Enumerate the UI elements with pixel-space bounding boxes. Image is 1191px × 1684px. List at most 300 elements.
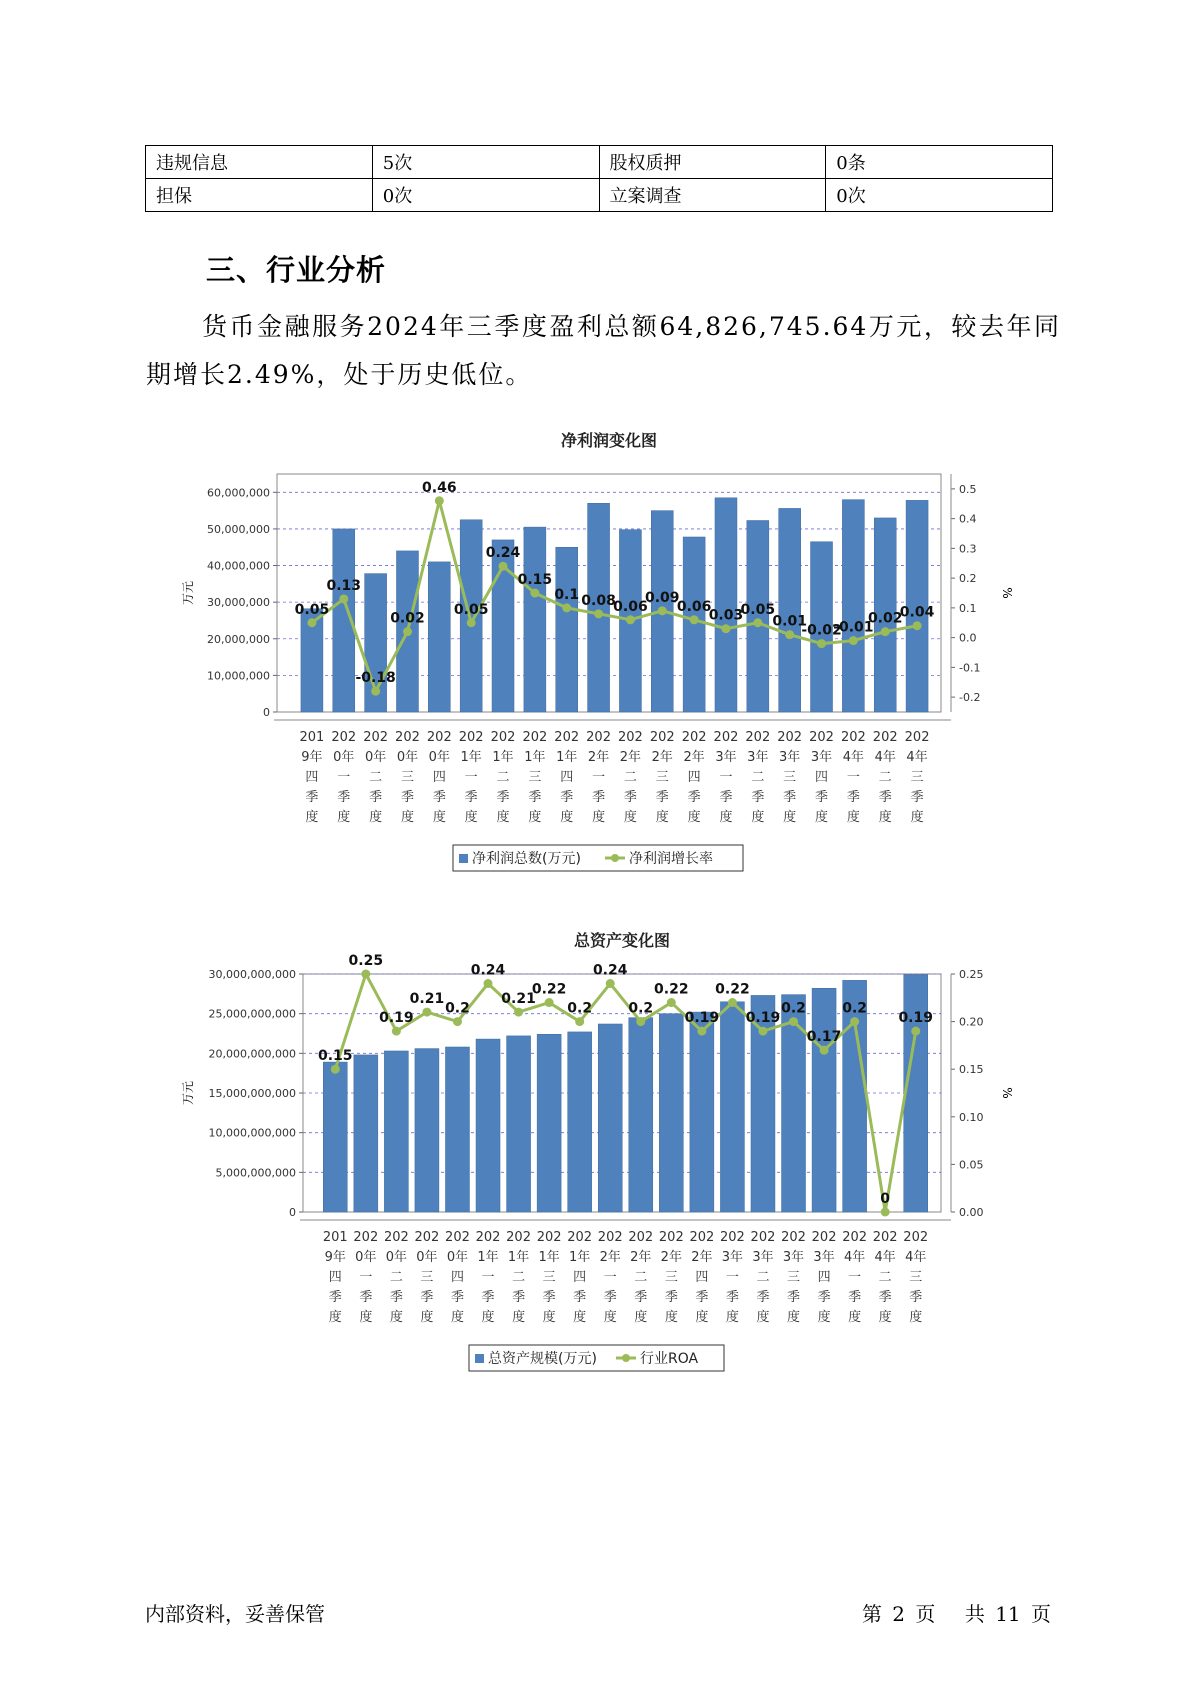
line-point [606, 979, 615, 988]
table-cell: 立案调查 [599, 179, 826, 212]
x-tick-label: 四 [695, 1270, 709, 1285]
x-tick-label: 季 [655, 790, 669, 805]
x-tick-label: 季 [719, 790, 733, 805]
x-tick-label: 季 [783, 790, 797, 805]
x-tick-label: 度 [623, 810, 637, 825]
bar [842, 500, 864, 712]
legend-line-marker [622, 1354, 630, 1362]
x-tick-label: 1年 [460, 750, 482, 765]
line-point [721, 624, 730, 633]
x-tick-label: 4年 [906, 750, 928, 765]
x-tick-label: 202 [649, 730, 675, 745]
x-tick-label: 度 [450, 1310, 464, 1325]
x-tick-label: 3年 [752, 1250, 774, 1265]
x-tick-label: 202 [445, 1230, 470, 1245]
x-tick-label: 0年 [416, 1250, 438, 1265]
bar [507, 1036, 531, 1212]
x-tick-label: 1年 [556, 750, 578, 765]
page-current: 2 [892, 1602, 906, 1626]
x-tick-label: 202 [809, 730, 834, 745]
page-total: 11 [995, 1602, 1021, 1626]
x-tick-label: 季 [695, 1290, 709, 1305]
x-tick-label: 2年 [630, 1250, 652, 1265]
x-tick-label: 202 [903, 1230, 929, 1245]
x-tick-label: 3年 [715, 750, 737, 765]
x-tick-label: 202 [458, 730, 484, 745]
x-tick-label: 202 [353, 1230, 379, 1245]
x-tick-label: 1年 [524, 750, 546, 765]
x-tick-label: 季 [664, 1290, 678, 1305]
legend-line-label: 净利润增长率 [629, 851, 713, 867]
data-label: 0.05 [453, 601, 489, 618]
bar [782, 995, 806, 1212]
chart-svg [170, 425, 1030, 875]
x-tick-label: 度 [542, 1310, 556, 1325]
bar [445, 1047, 469, 1212]
line-point [658, 606, 667, 615]
bar [537, 1034, 561, 1212]
data-label: 0.22 [531, 981, 567, 998]
y-tick-label: 20,000,000,000 [208, 1047, 296, 1061]
y2-tick-label: 0.3 [959, 542, 977, 556]
x-tick-label: 202 [781, 1230, 806, 1245]
line-point [514, 1008, 523, 1017]
x-tick-label: 季 [634, 1290, 648, 1305]
table-cell: 0次 [372, 179, 599, 212]
line-point [849, 636, 858, 645]
total-unit: 页 [1031, 1602, 1051, 1626]
x-tick-label: 9年 [301, 750, 323, 765]
x-tick-label: 202 [745, 730, 771, 745]
legend-line-marker [611, 854, 619, 862]
x-tick-label: 度 [846, 810, 860, 825]
page-unit: 页 [915, 1602, 936, 1626]
table-row [146, 146, 1053, 179]
line-point [307, 618, 316, 627]
line-point [530, 589, 539, 598]
x-tick-label: 四 [305, 770, 319, 785]
y2-axis-label: % [1000, 1087, 1014, 1099]
x-tick-label: 季 [725, 1290, 739, 1305]
bar [428, 562, 450, 712]
data-label: 0.24 [470, 962, 506, 979]
line-point [499, 562, 508, 571]
x-tick-label: 季 [496, 790, 510, 805]
legend-line-label: 行业ROA [640, 1351, 699, 1367]
line-point [484, 979, 493, 988]
x-tick-label: 季 [603, 1290, 617, 1305]
x-tick-label: 0年 [428, 750, 450, 765]
x-tick-label: 二 [389, 1270, 403, 1285]
y-tick-label: 15,000,000,000 [208, 1087, 296, 1100]
x-tick-label: 度 [420, 1310, 434, 1325]
data-label: 0.08 [581, 592, 616, 609]
x-tick-label: 度 [634, 1310, 648, 1325]
bar [524, 527, 546, 712]
x-tick-label: 3年 [779, 750, 801, 765]
x-tick-label: 202 [522, 730, 548, 745]
x-tick-label: 4年 [874, 750, 896, 765]
line-point [636, 1017, 645, 1026]
bar [715, 498, 737, 712]
x-tick-label: 度 [815, 810, 829, 825]
x-tick-label: 202 [586, 730, 611, 745]
x-tick-label: 度 [756, 1310, 770, 1325]
x-tick-label: 0年 [333, 750, 355, 765]
x-tick-label: 0年 [364, 750, 387, 765]
x-tick-label: 二 [634, 1270, 648, 1285]
x-tick-label: 202 [811, 1230, 837, 1245]
data-label: 0.09 [645, 589, 680, 606]
x-tick-label: 2年 [651, 750, 673, 765]
x-tick-label: 4年 [843, 1250, 866, 1265]
x-tick-label: 一 [846, 770, 860, 785]
bar [556, 547, 578, 712]
y-tick-label: 0 [263, 706, 270, 719]
bar [629, 1018, 653, 1212]
x-tick-label: 度 [481, 1310, 495, 1325]
risk-info-table [145, 145, 1053, 212]
x-tick-label: 季 [420, 1290, 434, 1305]
data-label: 0.1 [554, 586, 580, 603]
table-cell: 违规信息 [146, 146, 373, 179]
data-label: 0.02 [867, 610, 903, 627]
x-tick-label: 三 [909, 1270, 923, 1285]
data-label: 0.06 [613, 598, 648, 615]
legend-bar-label: 净利润总数(万元) [472, 851, 581, 867]
x-tick-label: 度 [687, 810, 701, 825]
x-tick-label: 度 [848, 1310, 862, 1325]
y2-tick-label: 0.1 [959, 601, 977, 615]
line-point [626, 615, 635, 624]
x-tick-label: 季 [400, 790, 414, 805]
data-label: 0.19 [898, 1010, 933, 1027]
x-tick-label: 202 [536, 1230, 562, 1245]
line-point [371, 687, 380, 696]
x-tick-label: 一 [592, 770, 606, 785]
x-tick-label: 二 [878, 770, 892, 785]
data-label: 0.13 [326, 577, 362, 594]
x-tick-label: 度 [592, 810, 606, 825]
x-tick-label: 202 [720, 1230, 745, 1245]
x-tick-label: 0年 [396, 750, 419, 765]
x-tick-label: 一 [719, 770, 733, 785]
x-tick-label: 季 [573, 1290, 587, 1305]
x-tick-label: 202 [750, 1230, 776, 1245]
y2-tick-label: 0.2 [959, 572, 977, 586]
x-tick-label: 2年 [619, 750, 642, 765]
line-point [392, 1027, 401, 1036]
x-tick-label: 度 [359, 1310, 373, 1325]
y-axis-label: 万元 [181, 1080, 195, 1106]
bar [598, 1024, 622, 1212]
table-row [146, 179, 1053, 212]
x-tick-label: 度 [817, 1310, 831, 1325]
legend-bar-swatch [475, 1354, 484, 1363]
x-tick-label: 季 [359, 1290, 373, 1305]
x-tick-label: 二 [623, 770, 637, 785]
x-tick-label: 度 [878, 810, 892, 825]
line-point [728, 998, 737, 1007]
x-tick-label: 202 [383, 1230, 409, 1245]
x-tick-label: 季 [592, 790, 606, 805]
x-tick-label: 度 [751, 810, 765, 825]
x-tick-label: 3年 [721, 1250, 744, 1265]
x-tick-label: 季 [512, 1290, 526, 1305]
y2-tick-label: 0.00 [959, 1206, 984, 1219]
x-tick-label: 季 [815, 790, 829, 805]
x-tick-label: 度 [512, 1310, 526, 1325]
x-tick-label: 季 [909, 1290, 923, 1305]
x-tick-label: 季 [787, 1290, 801, 1305]
x-tick-label: 0年 [385, 1250, 408, 1265]
x-tick-label: 2年 [691, 1250, 713, 1265]
y-tick-label: 0 [289, 1206, 296, 1219]
data-label: 0.03 [708, 607, 744, 624]
x-tick-label: 202 [628, 1230, 654, 1245]
y2-tick-label: 0.20 [959, 1015, 984, 1029]
x-tick-label: 202 [597, 1230, 623, 1245]
x-tick-label: 季 [560, 790, 574, 805]
x-tick-label: 季 [846, 790, 860, 805]
y-tick-label: 10,000,000 [207, 669, 270, 683]
y-tick-label: 25,000,000,000 [208, 1007, 296, 1021]
data-label: 0.24 [485, 545, 521, 562]
data-label: 0.19 [684, 1010, 720, 1027]
line-point [820, 1046, 829, 1055]
x-tick-label: 2年 [683, 750, 705, 765]
x-tick-label: 202 [777, 730, 803, 745]
x-tick-label: 季 [878, 1290, 892, 1305]
data-label: 0.46 [422, 479, 457, 496]
x-tick-label: 201 [299, 730, 325, 745]
table-cell: 0条 [826, 146, 1053, 179]
x-tick-label: 202 [872, 730, 898, 745]
y-tick-label: 20,000,000 [207, 632, 270, 646]
data-label: 0.22 [654, 981, 689, 998]
bar [415, 1049, 439, 1212]
x-tick-label: 季 [450, 1290, 464, 1305]
bar [384, 1051, 408, 1212]
data-label: 0.05 [740, 601, 776, 618]
y-tick-label: 30,000,000 [207, 596, 270, 610]
y2-tick-label: 0.05 [959, 1158, 984, 1172]
line-point [422, 1008, 431, 1017]
x-tick-label: 4年 [842, 750, 865, 765]
x-tick-label: 季 [756, 1290, 770, 1305]
x-tick-label: 三 [400, 770, 414, 785]
x-tick-label: 度 [400, 810, 414, 825]
x-tick-label: 3年 [810, 750, 833, 765]
page-prefix: 第 [861, 1602, 882, 1626]
y2-tick-label: -0.2 [959, 691, 981, 705]
x-tick-label: 季 [481, 1290, 495, 1305]
x-tick-label: 四 [817, 1270, 831, 1285]
line-point [913, 621, 922, 630]
x-tick-label: 季 [751, 790, 765, 805]
x-tick-label: 季 [389, 1290, 403, 1305]
y2-tick-label: 0.25 [959, 968, 984, 981]
x-tick-label: 1年 [477, 1250, 499, 1265]
y2-tick-label: 0.10 [959, 1110, 984, 1124]
table-cell: 5次 [372, 146, 599, 179]
x-tick-label: 度 [305, 810, 319, 825]
x-tick-label: 季 [369, 790, 383, 805]
y-tick-label: 60,000,000 [207, 486, 270, 500]
x-tick-label: 三 [783, 770, 797, 785]
net-profit-chart [170, 425, 1030, 875]
x-tick-label: 一 [464, 770, 478, 785]
x-tick-label: 一 [337, 770, 351, 785]
x-tick-label: 202 [713, 730, 739, 745]
x-tick-label: 度 [783, 810, 797, 825]
x-tick-label: 4年 [874, 1250, 896, 1265]
x-tick-label: 202 [414, 1230, 440, 1245]
x-tick-label: 季 [910, 790, 924, 805]
x-tick-label: 202 [395, 730, 420, 745]
y2-axis-label: % [1000, 587, 1014, 599]
bar [323, 1062, 347, 1212]
data-label: 0.15 [517, 572, 553, 588]
section-paragraph: 货币金融服务2024年三季度盈利总额64,826,745.64万元，较去年同期增长2.49%，处于历史低位。 [146, 312, 1061, 389]
total-assets-chart [170, 925, 1030, 1375]
x-tick-label: 度 [655, 810, 669, 825]
x-tick-label: 四 [432, 770, 446, 785]
x-tick-label: 一 [725, 1270, 739, 1285]
line-point [361, 970, 370, 979]
x-tick-label: 度 [496, 810, 510, 825]
section-heading: 三、行业分析 [206, 253, 387, 287]
x-tick-label: 度 [603, 1310, 617, 1325]
data-label: 0.22 [715, 981, 750, 998]
x-tick-label: 二 [878, 1270, 892, 1285]
x-tick-label: 度 [787, 1310, 801, 1325]
x-tick-label: 四 [815, 770, 829, 785]
line-point [881, 627, 890, 636]
bar [683, 537, 705, 712]
x-tick-label: 二 [751, 770, 765, 785]
y-tick-label: 5,000,000,000 [215, 1166, 296, 1180]
x-tick-label: 202 [904, 730, 930, 745]
line-point [435, 496, 444, 505]
x-tick-label: 0年 [355, 1250, 377, 1265]
data-label: 0.2 [445, 1000, 470, 1017]
x-tick-label: 四 [328, 1270, 342, 1285]
bar [690, 1012, 714, 1212]
chart-title: 净利润变化图 [560, 431, 658, 450]
x-tick-label: 2年 [599, 1250, 621, 1265]
x-tick-label: 202 [567, 1230, 593, 1245]
x-tick-label: 1年 [492, 750, 514, 765]
x-tick-label: 2年 [587, 750, 610, 765]
x-tick-label: 度 [369, 810, 383, 825]
x-tick-label: 度 [695, 1310, 709, 1325]
bar [568, 1032, 592, 1212]
x-tick-label: 202 [506, 1230, 531, 1245]
bar [659, 1014, 683, 1212]
x-tick-label: 3年 [813, 1250, 835, 1265]
x-tick-label: 一 [481, 1270, 495, 1285]
x-tick-label: 一 [359, 1270, 373, 1285]
data-label: 0.2 [842, 1000, 868, 1017]
x-tick-label: 1年 [538, 1250, 560, 1265]
y2-tick-label: -0.1 [959, 661, 981, 675]
data-label: -0.18 [355, 670, 396, 687]
y-tick-label: 30,000,000,000 [208, 968, 296, 981]
x-tick-label: 度 [573, 1310, 587, 1325]
y-tick-label: 10,000,000,000 [208, 1126, 296, 1140]
chart-title: 总资产变化图 [573, 931, 671, 950]
x-tick-label: 季 [464, 790, 478, 805]
x-tick-label: 3年 [747, 750, 769, 765]
line-point [562, 603, 571, 612]
x-tick-label: 季 [528, 790, 542, 805]
line-point [545, 998, 554, 1007]
bar [779, 508, 801, 712]
data-label: 0 [880, 1191, 891, 1207]
data-label: 0.25 [348, 953, 384, 969]
x-tick-label: 4年 [905, 1250, 927, 1265]
line-point [850, 1017, 859, 1026]
x-tick-label: 度 [910, 810, 924, 825]
x-tick-label: 二 [512, 1270, 526, 1285]
table-cell: 0次 [826, 179, 1053, 212]
x-tick-label: 度 [389, 1310, 403, 1325]
x-tick-label: 202 [681, 730, 707, 745]
x-tick-label: 度 [719, 810, 733, 825]
line-point [911, 1027, 920, 1036]
x-tick-label: 季 [305, 790, 319, 805]
x-tick-label: 三 [420, 1270, 434, 1285]
x-tick-label: 202 [842, 1230, 868, 1245]
bar [812, 988, 836, 1212]
line-point [667, 998, 676, 1007]
x-tick-label: 四 [687, 770, 701, 785]
data-label: 0.21 [501, 991, 536, 1008]
y2-tick-label: 0.0 [959, 631, 977, 645]
data-label: 0.17 [806, 1029, 842, 1046]
line-point [881, 1208, 890, 1217]
x-tick-label: 度 [337, 810, 351, 825]
x-tick-label: 四 [560, 770, 574, 785]
x-tick-label: 三 [910, 770, 924, 785]
y-tick-label: 40,000,000 [207, 559, 270, 573]
x-tick-label: 202 [840, 730, 866, 745]
x-tick-label: 202 [426, 730, 452, 745]
data-label: -0.02 [801, 622, 842, 639]
x-tick-label: 四 [573, 1270, 587, 1285]
y2-tick-label: 0.4 [959, 512, 977, 526]
x-tick-label: 四 [450, 1270, 464, 1285]
y2-tick-label: 0.5 [959, 482, 977, 496]
data-label: 0.21 [409, 991, 445, 1008]
x-tick-label: 二 [756, 1270, 770, 1285]
x-tick-label: 季 [687, 790, 701, 805]
x-tick-label: 9年 [324, 1250, 346, 1265]
x-tick-label: 三 [787, 1270, 801, 1285]
line-point [331, 1065, 340, 1074]
line-point [339, 594, 348, 603]
x-tick-label: 1年 [507, 1250, 530, 1265]
x-tick-label: 度 [878, 1310, 892, 1325]
chart-legend [453, 845, 743, 871]
x-tick-label: 度 [909, 1310, 923, 1325]
data-label: 0.15 [318, 1048, 353, 1065]
x-tick-label: 度 [464, 810, 478, 825]
line-point [789, 1017, 798, 1026]
x-tick-label: 度 [432, 810, 446, 825]
line-point [817, 639, 826, 648]
